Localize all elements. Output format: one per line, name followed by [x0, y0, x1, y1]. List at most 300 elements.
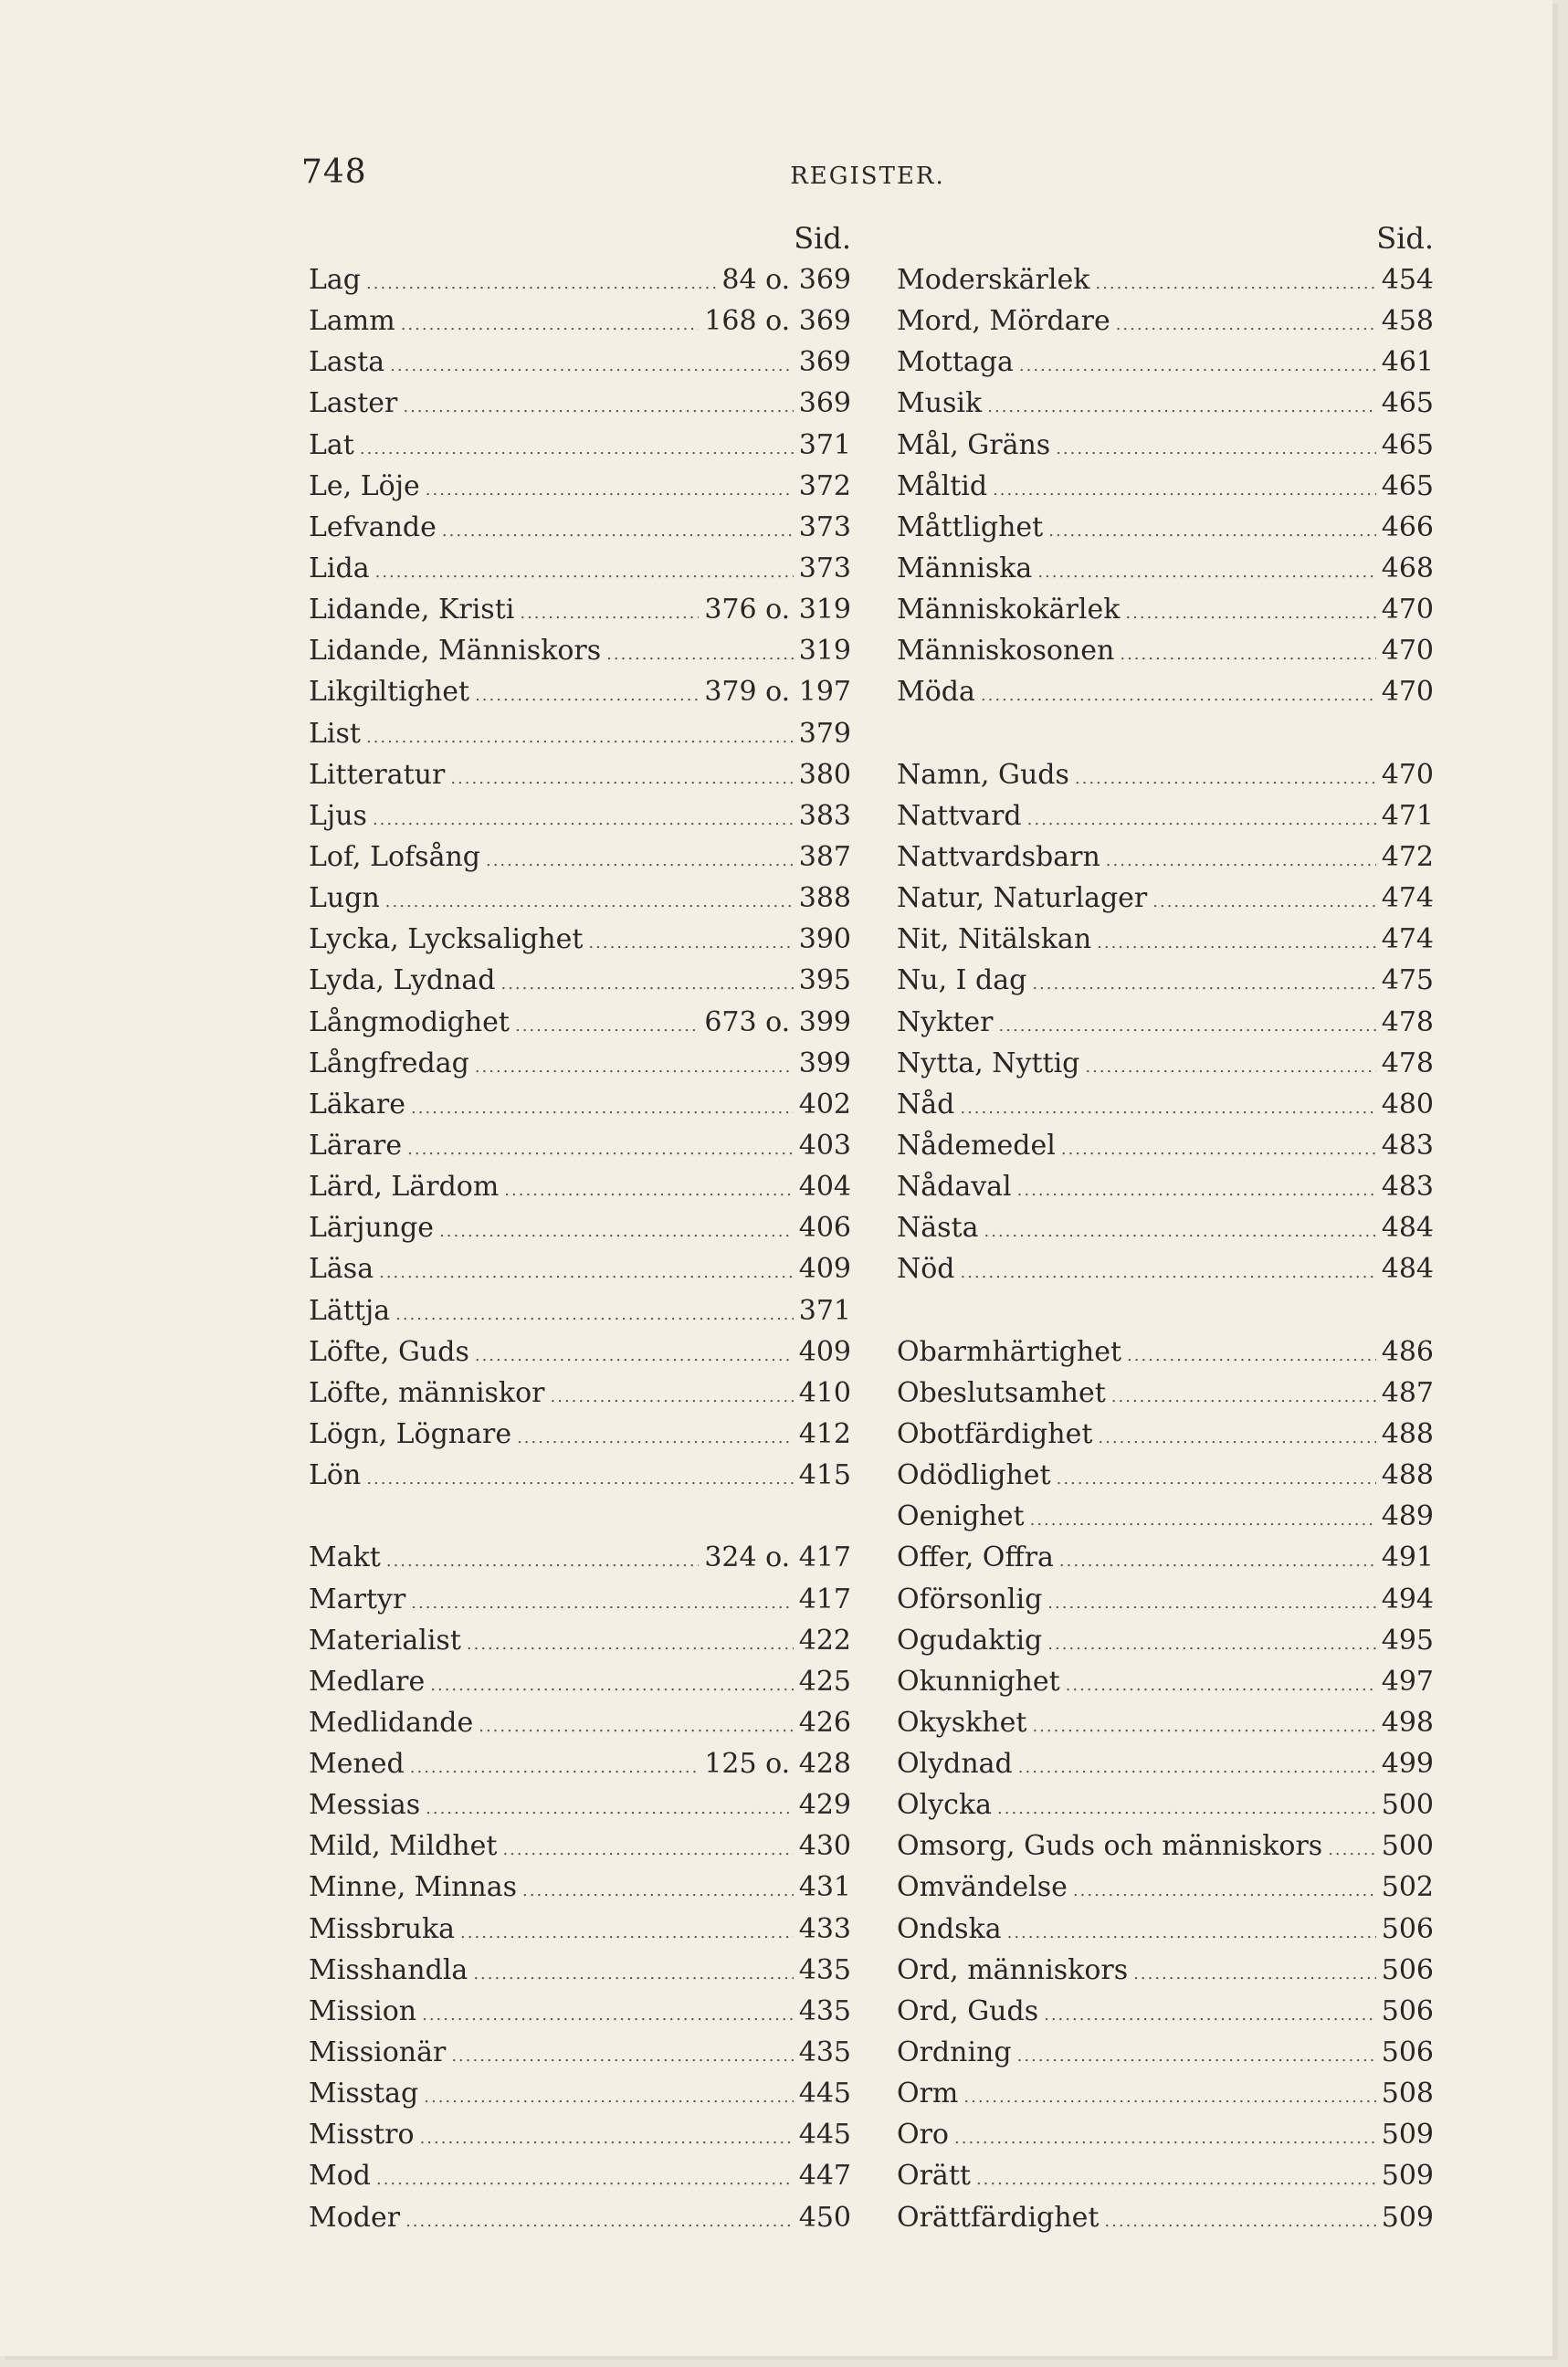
entry-reference	[704, 1743, 851, 1784]
entry-term: Mod	[309, 2160, 371, 2193]
entry-reference	[1382, 1909, 1434, 1950]
entry-term: Löfte, människor	[309, 1376, 545, 1409]
dot-leader	[1018, 1747, 1376, 1788]
entry-reference	[799, 1290, 851, 1331]
dot-leader	[401, 304, 700, 345]
entry-page-number: 458	[1381, 305, 1434, 338]
dot-leader	[1007, 1912, 1376, 1953]
dot-leader	[450, 758, 793, 799]
dot-leader	[1032, 963, 1375, 1005]
entry-reference	[799, 1702, 851, 1743]
index-entry	[897, 1661, 1434, 1702]
dot-leader	[1073, 1870, 1376, 1911]
entry-term: Mild, Mildhet	[309, 1830, 498, 1863]
entry-reference	[1382, 1991, 1434, 2032]
index-entry	[309, 1084, 851, 1125]
entry-reference	[799, 466, 851, 507]
index-entry	[897, 1455, 1434, 1496]
dot-leader	[403, 386, 793, 427]
running-title: REGISTER.	[790, 163, 945, 190]
entry-term: Obeslutsamhet	[897, 1376, 1106, 1409]
dot-leader	[1059, 1541, 1376, 1582]
index-entry	[897, 300, 1434, 342]
entry-term: Minne, Minnas	[309, 1871, 518, 1904]
entry-term: Missbruka	[309, 1912, 456, 1945]
index-entry	[309, 2155, 851, 2196]
entry-reference	[1382, 2197, 1434, 2238]
dot-leader	[960, 1088, 1375, 1129]
entry-reference	[1382, 589, 1434, 630]
entry-reference	[799, 1414, 851, 1455]
entry-term: Lärare	[309, 1129, 403, 1162]
entry-page-number: 470	[1381, 676, 1434, 709]
index-entry	[309, 795, 851, 836]
entry-page-number: 483	[1381, 1129, 1434, 1162]
entry-page-number: 406	[798, 1212, 851, 1245]
entry-page-number: 491	[1381, 1541, 1434, 1574]
entry-page-number: 369	[798, 387, 851, 420]
entry-term: Materialist	[309, 1624, 461, 1657]
entry-reference	[799, 507, 851, 548]
entry-term: Misstag	[309, 2078, 419, 2110]
entry-term: Måttlighet	[897, 510, 1044, 543]
dot-leader	[424, 2077, 793, 2118]
dot-leader	[1127, 1335, 1376, 1376]
entry-reference	[1382, 1207, 1434, 1248]
entry-reference	[1382, 960, 1434, 1001]
entry-reference	[704, 1002, 851, 1043]
entry-term: Makt	[309, 1541, 381, 1574]
index-entry	[897, 960, 1434, 1001]
entry-reference	[799, 713, 851, 754]
entry-page-number: 488	[1381, 1417, 1434, 1450]
index-entry	[897, 1414, 1434, 1455]
index-entry	[309, 1125, 851, 1166]
dot-leader	[999, 1005, 1376, 1047]
entry-term: Medlidande	[309, 1706, 474, 1739]
dot-leader	[1017, 1170, 1376, 1211]
entry-term: Lat	[309, 428, 354, 461]
index-entry	[897, 2032, 1434, 2073]
entry-term: Nattvard	[897, 799, 1022, 832]
entry-reference	[799, 1455, 851, 1496]
entry-page-number: 471	[1381, 799, 1434, 832]
entry-reference	[799, 1207, 851, 1248]
entry-page-number: 465	[1381, 387, 1434, 420]
dot-leader	[500, 963, 793, 1005]
index-entry	[309, 300, 851, 342]
dot-leader	[522, 1870, 794, 1911]
entry-term: Läsa	[309, 1253, 374, 1286]
entry-page-number: 387	[798, 840, 851, 873]
index-entry	[897, 342, 1434, 383]
entry-reference	[799, 1125, 851, 1166]
entry-reference	[799, 960, 851, 1001]
index-entry	[897, 671, 1434, 712]
dot-leader	[976, 2159, 1376, 2200]
entry-term: Omsorg, Guds och människors	[897, 1830, 1323, 1863]
entry-page-number: 426	[798, 1706, 851, 1739]
entry-page-number: 506	[1381, 2036, 1434, 2069]
section-gap	[897, 713, 1434, 754]
entry-reference	[1382, 1125, 1434, 1166]
index-entry	[309, 2197, 851, 2238]
sid-heading: Sid.	[1376, 221, 1434, 256]
entry-term: Martyr	[309, 1583, 406, 1615]
dot-leader	[1027, 799, 1376, 840]
entry-page-number: 484	[1381, 1212, 1434, 1245]
index-entry	[897, 1125, 1434, 1166]
entry-page-number: 472	[1381, 840, 1434, 873]
index-entry	[897, 507, 1434, 548]
dot-leader	[1047, 1583, 1375, 1624]
entry-term: Långfredag	[309, 1047, 469, 1079]
entry-page-number: 480	[1381, 1088, 1434, 1120]
entry-reference	[799, 1248, 851, 1289]
entry-page-number: 509	[1381, 2160, 1434, 2193]
dot-leader	[1098, 1417, 1375, 1458]
dot-leader	[963, 2077, 1375, 2118]
dot-leader	[1125, 593, 1375, 634]
index-entry	[309, 1825, 851, 1867]
entry-page-number: 435	[798, 1953, 851, 1986]
index-entry	[309, 630, 851, 671]
entry-term: Okunnighet	[897, 1665, 1060, 1698]
entry-page-number: 470	[1381, 758, 1434, 791]
entry-term: Likgiltighet	[309, 676, 470, 709]
entry-page-number: 468	[1381, 552, 1434, 584]
entry-reference	[1382, 2073, 1434, 2114]
entry-page-number: 390	[798, 923, 851, 956]
index-entry	[897, 1373, 1434, 1414]
index-entry	[309, 1950, 851, 1991]
entry-term: Mottaga	[897, 346, 1014, 379]
entry-term: Läkare	[309, 1088, 405, 1120]
index-entry	[309, 1043, 851, 1084]
entry-reference	[799, 2114, 851, 2155]
entry-page-number: 369	[798, 346, 851, 379]
index-entry	[897, 878, 1434, 919]
index-entry	[309, 1661, 851, 1702]
index-entry	[897, 383, 1434, 424]
entry-page-number: 430	[798, 1830, 851, 1863]
entry-term: Ljus	[309, 799, 367, 832]
entry-term: Moderskärlek	[897, 264, 1090, 296]
entry-page-number: 478	[1381, 1005, 1434, 1038]
index-entry	[897, 1579, 1434, 1620]
cross-reference: 125 o.	[704, 1748, 791, 1781]
entry-term: Ord, Guds	[897, 1994, 1039, 2027]
index-entry	[897, 1784, 1434, 1825]
index-column-left	[309, 217, 851, 2238]
index-entry	[897, 630, 1434, 671]
cross-reference: 376 o.	[704, 594, 791, 626]
entry-term: Nådaval	[897, 1171, 1012, 1204]
entry-term: Lidande, Kristi	[309, 594, 515, 626]
index-entry	[897, 1991, 1434, 2032]
index-entry	[897, 1537, 1434, 1578]
entry-reference	[799, 1331, 851, 1373]
dot-leader	[1030, 1499, 1376, 1541]
entry-reference	[1382, 1084, 1434, 1125]
dot-leader	[390, 345, 794, 386]
index-entry	[309, 878, 851, 919]
entry-term: Obarmhärtighet	[897, 1335, 1122, 1368]
index-entry	[897, 1166, 1434, 1207]
index-entry	[897, 589, 1434, 630]
entry-page-number: 465	[1381, 469, 1434, 502]
index-entry	[897, 466, 1434, 507]
index-entry	[309, 589, 851, 630]
entry-page-number: 399	[798, 1005, 851, 1038]
entry-term: Ondska	[897, 1912, 1002, 1945]
entry-page-number: 488	[1381, 1459, 1434, 1492]
entry-term: Löfte, Guds	[309, 1335, 469, 1368]
index-entry	[897, 1043, 1434, 1084]
entry-term: Olydnad	[897, 1748, 1013, 1781]
entry-term: Nu, I dag	[897, 964, 1027, 997]
entry-page-number: 415	[798, 1459, 851, 1492]
entry-reference	[1382, 1661, 1434, 1702]
entry-term: Lärd, Lärdom	[309, 1171, 500, 1204]
index-entry	[309, 342, 851, 383]
entry-page-number: 474	[1381, 923, 1434, 956]
entry-term: Lag	[309, 264, 362, 296]
entry-reference	[1382, 1331, 1434, 1373]
cross-reference: 673 o.	[704, 1005, 791, 1038]
entry-term: Missionär	[309, 2036, 447, 2069]
index-entry	[897, 1867, 1434, 1908]
dot-leader	[451, 2036, 793, 2077]
entry-reference	[704, 589, 851, 630]
entry-reference	[1382, 2155, 1434, 2196]
page-number: 748	[301, 153, 367, 191]
dot-leader	[407, 1129, 794, 1170]
entry-reference	[721, 259, 851, 300]
sid-heading: Sid.	[794, 221, 851, 256]
entry-term: Nytta, Nyttig	[897, 1047, 1080, 1079]
entry-page-number: 402	[798, 1088, 851, 1120]
entry-page-number: 369	[798, 264, 851, 296]
entry-reference	[1382, 1373, 1434, 1414]
dot-leader	[1111, 1376, 1376, 1417]
dot-leader	[376, 2159, 794, 2200]
dot-leader	[411, 1583, 793, 1624]
entry-page-number: 319	[798, 594, 851, 626]
entry-page-number: 371	[798, 428, 851, 461]
dot-leader	[1056, 428, 1376, 469]
entry-page-number: 466	[1381, 510, 1434, 543]
entry-page-number: 319	[798, 635, 851, 668]
entry-term: Möda	[897, 676, 975, 709]
cross-reference: 168 o.	[704, 305, 791, 338]
entry-page-number: 478	[1381, 1047, 1434, 1079]
entry-reference	[1382, 300, 1434, 342]
index-entry	[309, 2073, 851, 2114]
entry-page-number: 483	[1381, 1171, 1434, 1204]
entry-term: Mål, Gräns	[897, 428, 1051, 461]
entry-reference	[799, 1373, 851, 1414]
entry-term: Lättja	[309, 1294, 391, 1327]
entry-page-number: 403	[798, 1129, 851, 1162]
dot-leader	[422, 1994, 794, 2036]
index-entry	[897, 1248, 1434, 1289]
index-entry	[897, 548, 1434, 589]
entry-reference	[1382, 630, 1434, 671]
entry-reference	[1382, 836, 1434, 878]
entry-reference	[799, 2197, 851, 2238]
index-entry	[309, 1290, 851, 1331]
entry-page-number: 509	[1381, 2201, 1434, 2234]
cross-reference: 324 o.	[704, 1541, 791, 1574]
dot-leader	[411, 1088, 794, 1129]
entry-reference	[799, 2155, 851, 2196]
entry-reference	[1382, 919, 1434, 960]
entry-term: Odödlighet	[897, 1459, 1051, 1492]
entry-page-number: 454	[1381, 264, 1434, 296]
dot-leader	[426, 469, 794, 510]
entry-term: Nådemedel	[897, 1129, 1056, 1162]
entry-page-number: 499	[1381, 1748, 1434, 1781]
dot-leader	[473, 1953, 793, 1994]
entry-reference	[799, 2073, 851, 2114]
dot-leader	[1106, 840, 1376, 881]
index-entry	[309, 425, 851, 466]
dot-leader	[420, 2118, 794, 2159]
entry-term: List	[309, 717, 361, 750]
dot-leader	[439, 1211, 794, 1252]
entry-term: Ordning	[897, 2036, 1012, 2069]
index-entry	[309, 1207, 851, 1248]
entry-term: Okyskhet	[897, 1706, 1027, 1739]
entry-page-number: 494	[1381, 1583, 1434, 1615]
entry-reference	[799, 1620, 851, 1661]
index-entry	[897, 425, 1434, 466]
dot-leader	[1328, 1829, 1376, 1870]
dot-leader	[366, 1458, 793, 1499]
dot-leader	[379, 1252, 794, 1293]
entry-reference	[799, 754, 851, 795]
entry-page-number: 475	[1381, 964, 1434, 997]
dot-leader	[1133, 1953, 1376, 1994]
entry-page-number: 379	[798, 717, 851, 750]
index-entry	[897, 1084, 1434, 1125]
entry-reference	[1382, 383, 1434, 424]
entry-term: Människa	[897, 552, 1033, 584]
dot-leader	[410, 1747, 700, 1788]
entry-reference	[799, 836, 851, 878]
entry-page-number: 409	[798, 1335, 851, 1368]
entry-term: Mord, Mördare	[897, 305, 1110, 338]
entry-term: Orm	[897, 2078, 959, 2110]
entry-page-number: 429	[798, 1789, 851, 1822]
entry-page-number: 498	[1381, 1706, 1434, 1739]
dot-leader	[954, 2118, 1376, 2159]
entry-reference	[704, 300, 851, 342]
entry-reference	[799, 1825, 851, 1867]
entry-page-number: 373	[798, 510, 851, 543]
index-entry	[309, 1166, 851, 1207]
entry-reference	[1382, 795, 1434, 836]
dot-leader	[961, 1252, 1376, 1293]
entry-reference	[799, 1950, 851, 1991]
index-entry	[897, 795, 1434, 836]
index-entry	[309, 1331, 851, 1373]
dot-leader	[373, 799, 794, 840]
entry-reference	[799, 2032, 851, 2073]
entry-reference	[799, 1867, 851, 1908]
dot-leader	[1032, 1706, 1375, 1747]
entry-reference	[799, 1084, 851, 1125]
dot-leader	[1044, 1994, 1376, 2036]
entry-page-number: 489	[1381, 1500, 1434, 1533]
index-entry	[309, 383, 851, 424]
dot-leader	[1095, 263, 1375, 304]
dot-leader	[1097, 922, 1376, 963]
entry-term: Lyda, Lydnad	[309, 964, 496, 997]
index-entry	[309, 671, 851, 712]
entry-reference	[799, 1661, 851, 1702]
entry-term: Omvändelse	[897, 1871, 1068, 1904]
page-header	[301, 153, 1434, 205]
entry-page-number: 509	[1381, 2119, 1434, 2151]
index-entry	[897, 1002, 1434, 1043]
entry-term: Nit, Nitälskan	[897, 923, 1092, 956]
index-entry	[897, 754, 1434, 795]
index-entry	[897, 1743, 1434, 1784]
entry-page-number: 425	[798, 1665, 851, 1698]
dot-leader	[1057, 1458, 1376, 1499]
index-entry	[309, 1248, 851, 1289]
entry-term: Medlare	[309, 1665, 426, 1698]
entry-term: Messias	[309, 1789, 421, 1822]
entry-page-number: 388	[798, 882, 851, 915]
index-entry	[309, 1373, 851, 1414]
dot-leader	[1066, 1665, 1376, 1706]
dot-leader	[1019, 345, 1376, 386]
entry-term: Mened	[309, 1748, 405, 1781]
entry-page-number: 410	[798, 1376, 851, 1409]
index-entry	[897, 2073, 1434, 2114]
entry-term: Oförsonlig	[897, 1583, 1043, 1615]
entry-reference	[799, 1991, 851, 2032]
entry-reference	[799, 1909, 851, 1950]
entry-reference	[799, 795, 851, 836]
entry-term: Oenighet	[897, 1500, 1025, 1533]
entry-term: Laster	[309, 387, 398, 420]
cross-reference: 379 o.	[704, 676, 791, 709]
entry-reference	[799, 1166, 851, 1207]
entry-page-number: 412	[798, 1417, 851, 1450]
dot-leader	[1048, 510, 1375, 552]
section-gap	[897, 1290, 1434, 1331]
entry-reference	[1382, 1455, 1434, 1496]
dot-leader	[475, 1335, 794, 1376]
index-entry	[309, 1743, 851, 1784]
dot-leader	[981, 675, 1376, 716]
entry-reference	[1382, 1496, 1434, 1537]
entry-term: Nykter	[897, 1005, 994, 1038]
dot-leader	[993, 469, 1376, 510]
index-entry	[897, 1207, 1434, 1248]
entry-reference	[799, 630, 851, 671]
entry-page-number: 495	[1381, 1624, 1434, 1657]
dot-leader	[1104, 2201, 1375, 2242]
entry-term: Lida	[309, 552, 370, 584]
entry-page-number: 417	[798, 1583, 851, 1615]
entry-reference	[799, 1043, 851, 1084]
entry-reference	[799, 1784, 851, 1825]
